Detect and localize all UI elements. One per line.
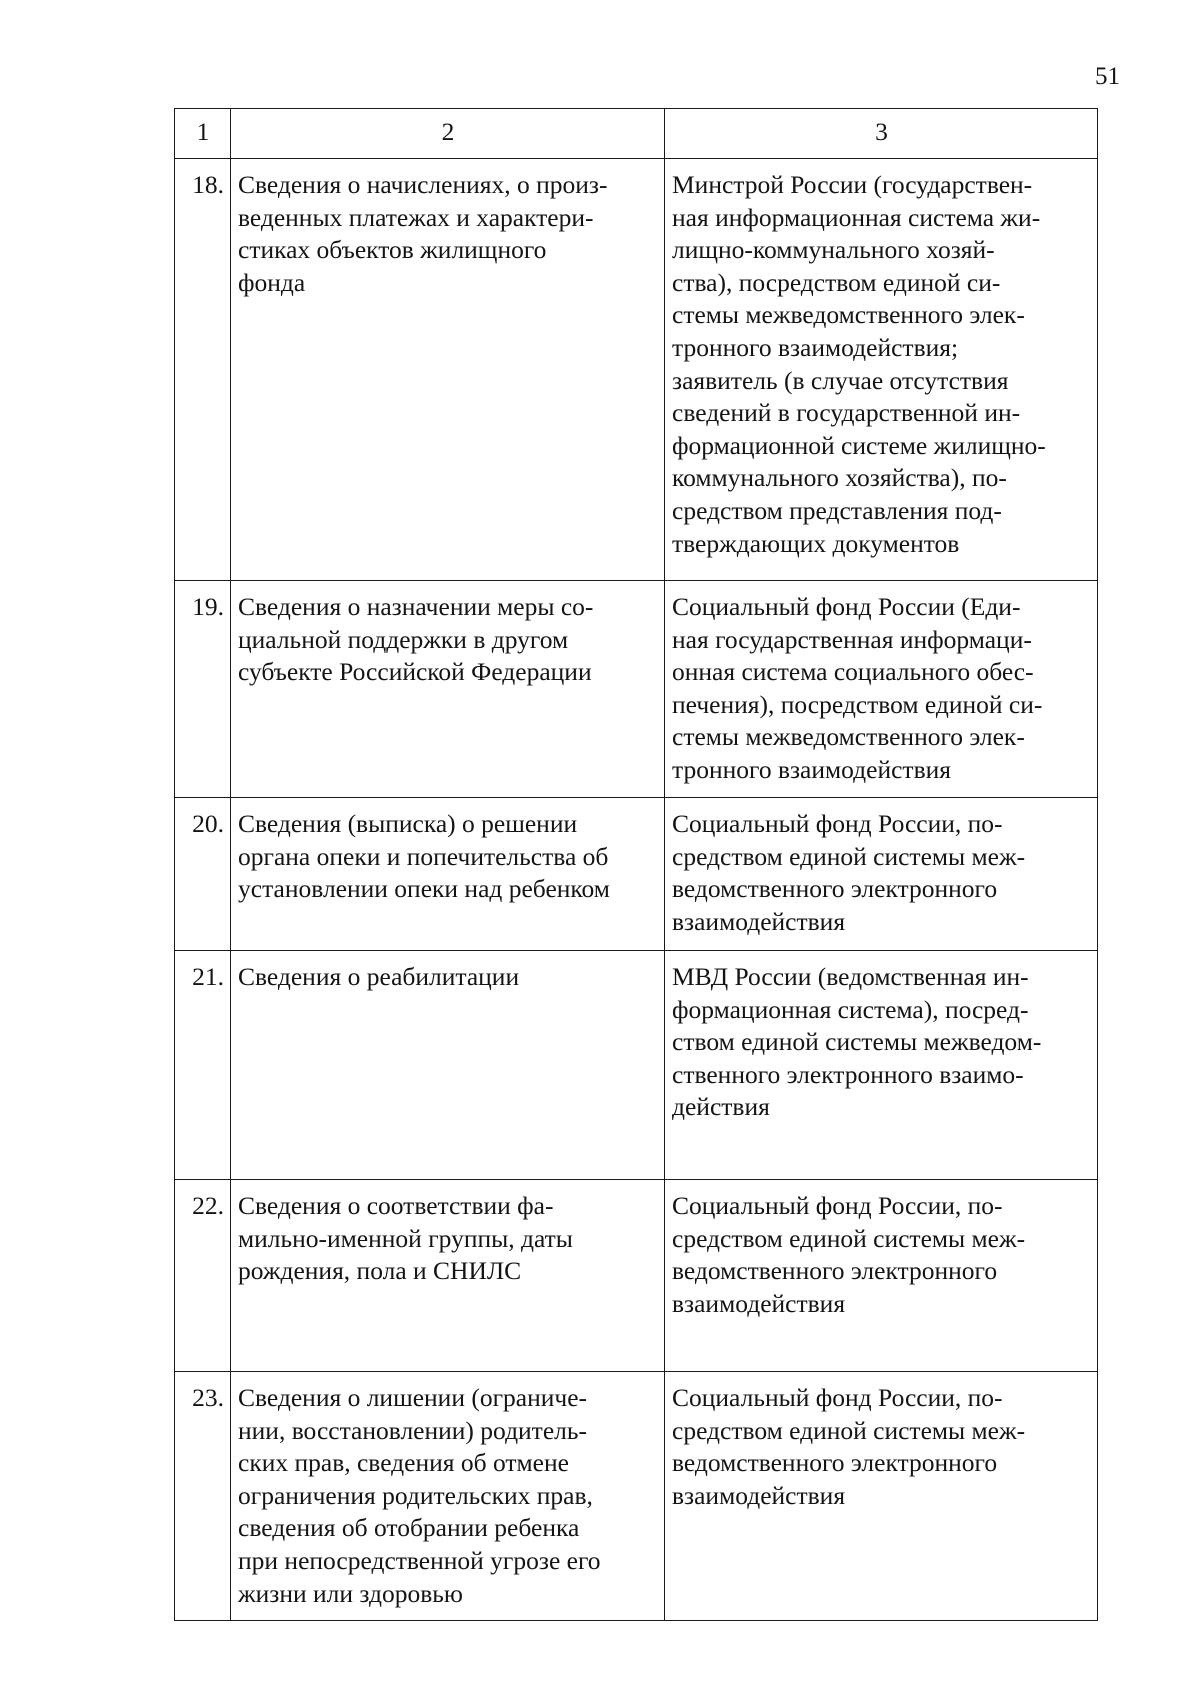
header-cell-col-2: 2	[231, 109, 665, 159]
page-number: 51	[1095, 63, 1120, 90]
info-source: МВД России (ведомственная ин- формационная система), посред- ством единой системы межведом- ственного электронного взаимо- действия	[665, 951, 1098, 1180]
table-row	[175, 1372, 1098, 1621]
info-source: Социальный фонд России, по- средством единой системы меж- ведомственного электронного взаимодействия	[665, 1180, 1098, 1372]
info-description: Сведения о соответствии фа- мильно-именной группы, даты рождения, пола и СНИЛС	[231, 1180, 665, 1372]
table-header-row	[175, 109, 1098, 159]
row-number: 22.	[175, 1180, 231, 1372]
info-description: Сведения о лишении (ограниче- нии, восстановлении) родитель- ских прав, сведения об отмене ограничения родительских прав, сведения об отобрании ребенка при непосредственной угрозе его жизни или здоровью	[231, 1372, 665, 1621]
row-number: 21.	[175, 951, 231, 1180]
row-number: 19.	[175, 581, 231, 798]
info-source: Социальный фонд России, по- средством единой системы меж- ведомственного электронного взаимодействия	[665, 1372, 1098, 1621]
info-description: Сведения о начислениях, о произ- веденных платежах и характери- стиках объектов жилищного фонда	[231, 159, 665, 581]
info-source: Минстрой России (государствен- ная информационная система жи- лищно-коммунального хозяй- ства), посредством единой си- стемы межведомственного элек- тронного взаимодействия; заявитель (в случае отсутствия сведений в государственной ин- формационной системе жилищно- коммунального хозяйства), по- средством представления под- тверждающих документов	[665, 159, 1098, 581]
data-sources-table	[174, 108, 1098, 1621]
info-description: Сведения о реабилитации	[231, 951, 665, 1180]
info-description: Сведения о назначении меры со- циальной поддержки в другом субъекте Российской Федерации	[231, 581, 665, 798]
table-row	[175, 581, 1098, 798]
header-cell-col-1: 1	[175, 109, 231, 159]
row-number: 23.	[175, 1372, 231, 1621]
table-row	[175, 1180, 1098, 1372]
row-number: 18.	[175, 159, 231, 581]
table-row	[175, 951, 1098, 1180]
header-cell-col-3: 3	[665, 109, 1098, 159]
info-source: Социальный фонд России, по- средством единой системы меж- ведомственного электронного взаимодействия	[665, 798, 1098, 951]
row-number: 20.	[175, 798, 231, 951]
info-source: Социальный фонд России (Еди- ная государственная информаци- онная система социального обес- печения), посредством единой си- стемы межведомственного элек- тронного взаимодействия	[665, 581, 1098, 798]
table-row	[175, 159, 1098, 581]
info-description: Сведения (выписка) о решении органа опеки и попечительства об установлении опеки над ребенком	[231, 798, 665, 951]
table-row	[175, 798, 1098, 951]
